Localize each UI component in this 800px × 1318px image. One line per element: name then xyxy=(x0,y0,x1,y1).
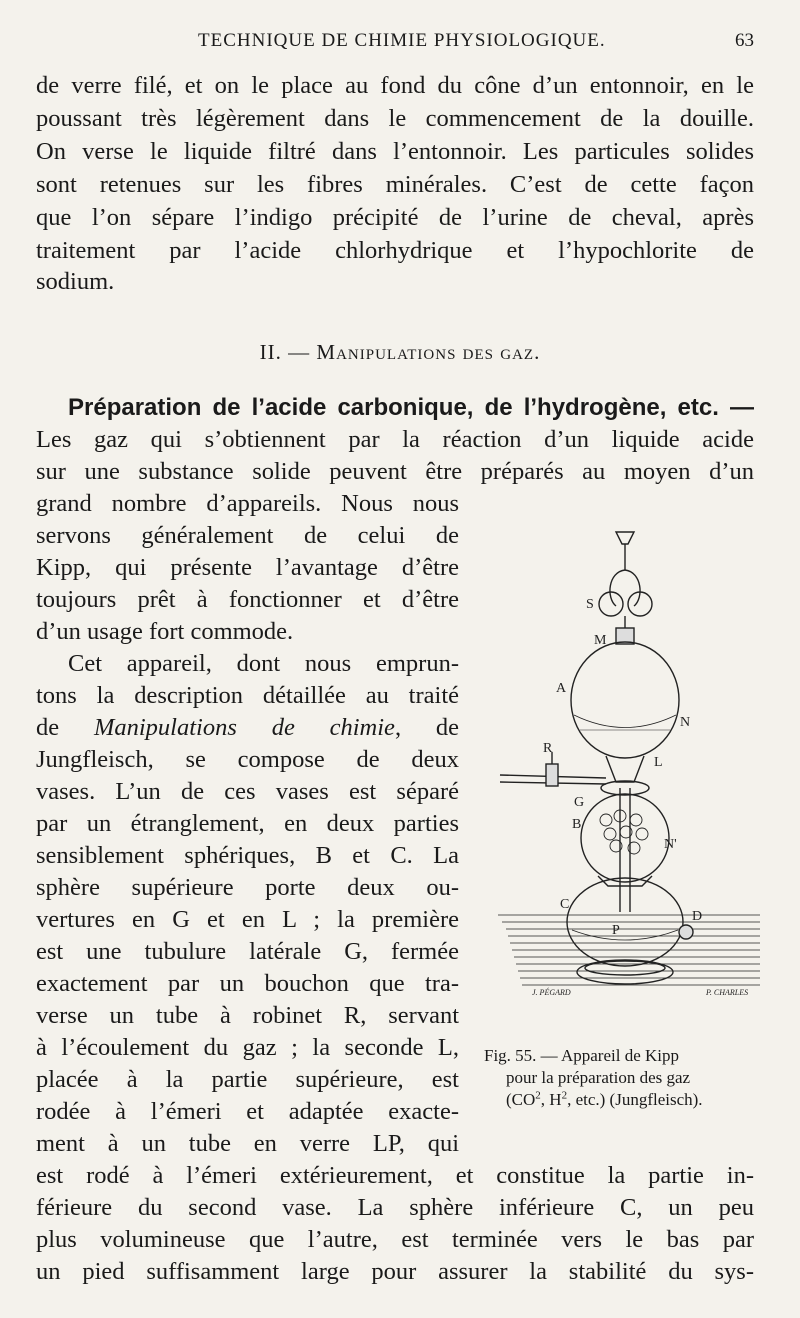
section-heading xyxy=(0,340,800,365)
body-line: est une tubulure latérale G, fermée xyxy=(36,938,459,965)
body-line: de verre filé, et on le place au fond du cône d’un entonnoir, en le xyxy=(36,72,754,99)
body-line: plus volumineuse que l’autre, est terminée vers le bas par xyxy=(36,1226,754,1253)
body-line: sensiblement sphériques, B et C. La xyxy=(36,842,459,869)
page-number: 63 xyxy=(735,30,754,51)
figure-label: R xyxy=(543,741,553,756)
engraver-signatures xyxy=(532,987,748,997)
body-line: rodée à l’émeri et adaptée exacte- xyxy=(36,1098,459,1125)
text-run: , etc.) (Jungfleisch). xyxy=(567,1090,703,1109)
figure-letter-labels xyxy=(543,597,702,938)
engraver-signature: J. PÉGARD xyxy=(532,988,571,997)
caption-line xyxy=(484,1089,772,1111)
body-line: On verse le liquide filtré dans l’entonnoir. Les particules solides xyxy=(36,138,754,165)
book-title: Manipulations de chimie xyxy=(93,714,395,741)
body-line: Jungfleisch, se compose de deux xyxy=(36,746,459,773)
running-head xyxy=(0,30,800,58)
body-line: vertures en G et en L ; la première xyxy=(36,906,459,933)
body-line: Kipp, qui présente l’avantage d’être xyxy=(36,554,459,581)
text-run: (CO xyxy=(506,1090,536,1109)
body-line: vases. L’un de ces vases est séparé xyxy=(36,778,459,805)
body-line: placée à la partie supérieure, est xyxy=(36,1066,459,1093)
body-line: à l’écoulement du gaz ; la seconde L, xyxy=(36,1034,459,1061)
figure-label: G xyxy=(574,795,585,810)
figure-label: L xyxy=(654,755,663,770)
body-line: est rodé à l’émeri extérieurement, et constitue la partie in- xyxy=(36,1162,754,1189)
body-line: ment à un tube en verre LP, qui xyxy=(36,1130,459,1157)
text-run: , de xyxy=(394,714,460,741)
body-line: exactement par un bouchon que tra- xyxy=(36,970,459,997)
section-number: II. — xyxy=(259,340,311,364)
kipp-apparatus-illustration xyxy=(488,520,768,1010)
body-line: par un étranglement, en deux parties xyxy=(36,810,459,837)
body-line: verse un tube à robinet R, servant xyxy=(36,1002,459,1029)
body-line: Les gaz qui s’obtiennent par la réaction d’un liquide acide xyxy=(36,426,754,453)
figure-label: N xyxy=(680,715,691,730)
body-line: servons généralement de celui de xyxy=(36,522,459,549)
figure-label: C xyxy=(560,897,570,912)
figure-label: P xyxy=(612,923,620,938)
body-line: férieure du second vase. La sphère inférieure C, un peu xyxy=(36,1194,754,1221)
text-run: de xyxy=(36,714,60,741)
running-title: TECHNIQUE DE CHIMIE PHYSIOLOGIQUE. xyxy=(198,30,606,51)
body-line: d’un usage fort commode. xyxy=(36,618,294,645)
figure-label: N' xyxy=(664,837,677,852)
body-line-with-title xyxy=(36,712,459,744)
figure-caption xyxy=(484,1045,772,1111)
text-run: , H xyxy=(540,1090,562,1109)
body-line: toujours prêt à fonctionner et d’être xyxy=(36,586,459,613)
body-line: traitement par l’acide chlorhydrique et l’hypochlorite de xyxy=(36,237,754,264)
body-line: sphère supérieure porte deux ou- xyxy=(36,874,459,901)
figure-label: D xyxy=(692,909,703,924)
body-line: sur une substance solide peuvent être préparés au moyen d’un xyxy=(36,458,754,485)
section-title: Manipulations des gaz. xyxy=(316,340,541,364)
figure-label: M xyxy=(594,633,607,648)
figure-label: A xyxy=(556,681,567,696)
kipp-apparatus-figure xyxy=(488,520,768,1010)
body-line: poussant très légèrement dans le commencement de la douille. xyxy=(36,105,754,132)
figure-label: B xyxy=(572,817,582,832)
body-line: tons la description détaillée au traité xyxy=(36,682,459,709)
superscript: 2 xyxy=(561,1089,568,1102)
caption-line: Fig. 55. — Appareil de Kipp xyxy=(484,1046,680,1065)
engraver-signature: P. CHARLES xyxy=(706,988,749,997)
body-line: grand nombre d’appareils. Nous nous xyxy=(36,490,459,517)
body-line: sodium. xyxy=(36,268,115,295)
body-line: Cet appareil, dont nous emprun- xyxy=(68,650,459,677)
caption-line: pour la préparation des gaz xyxy=(506,1068,691,1087)
body-line: sont retenues sur les fibres minérales. C’est de cette façon xyxy=(36,171,754,198)
figure-label: S xyxy=(586,597,594,612)
body-line: un pied suffisamment large pour assurer la stabilité du sys- xyxy=(36,1258,754,1285)
body-line: que l’on sépare l’indigo précipité de l’urine de cheval, après xyxy=(36,204,754,231)
paragraph-lead-line xyxy=(36,392,754,424)
paragraph-lead: Préparation de l’acide carbonique, de l’hydrogène, etc. — xyxy=(68,394,754,421)
superscript: 2 xyxy=(535,1089,541,1102)
